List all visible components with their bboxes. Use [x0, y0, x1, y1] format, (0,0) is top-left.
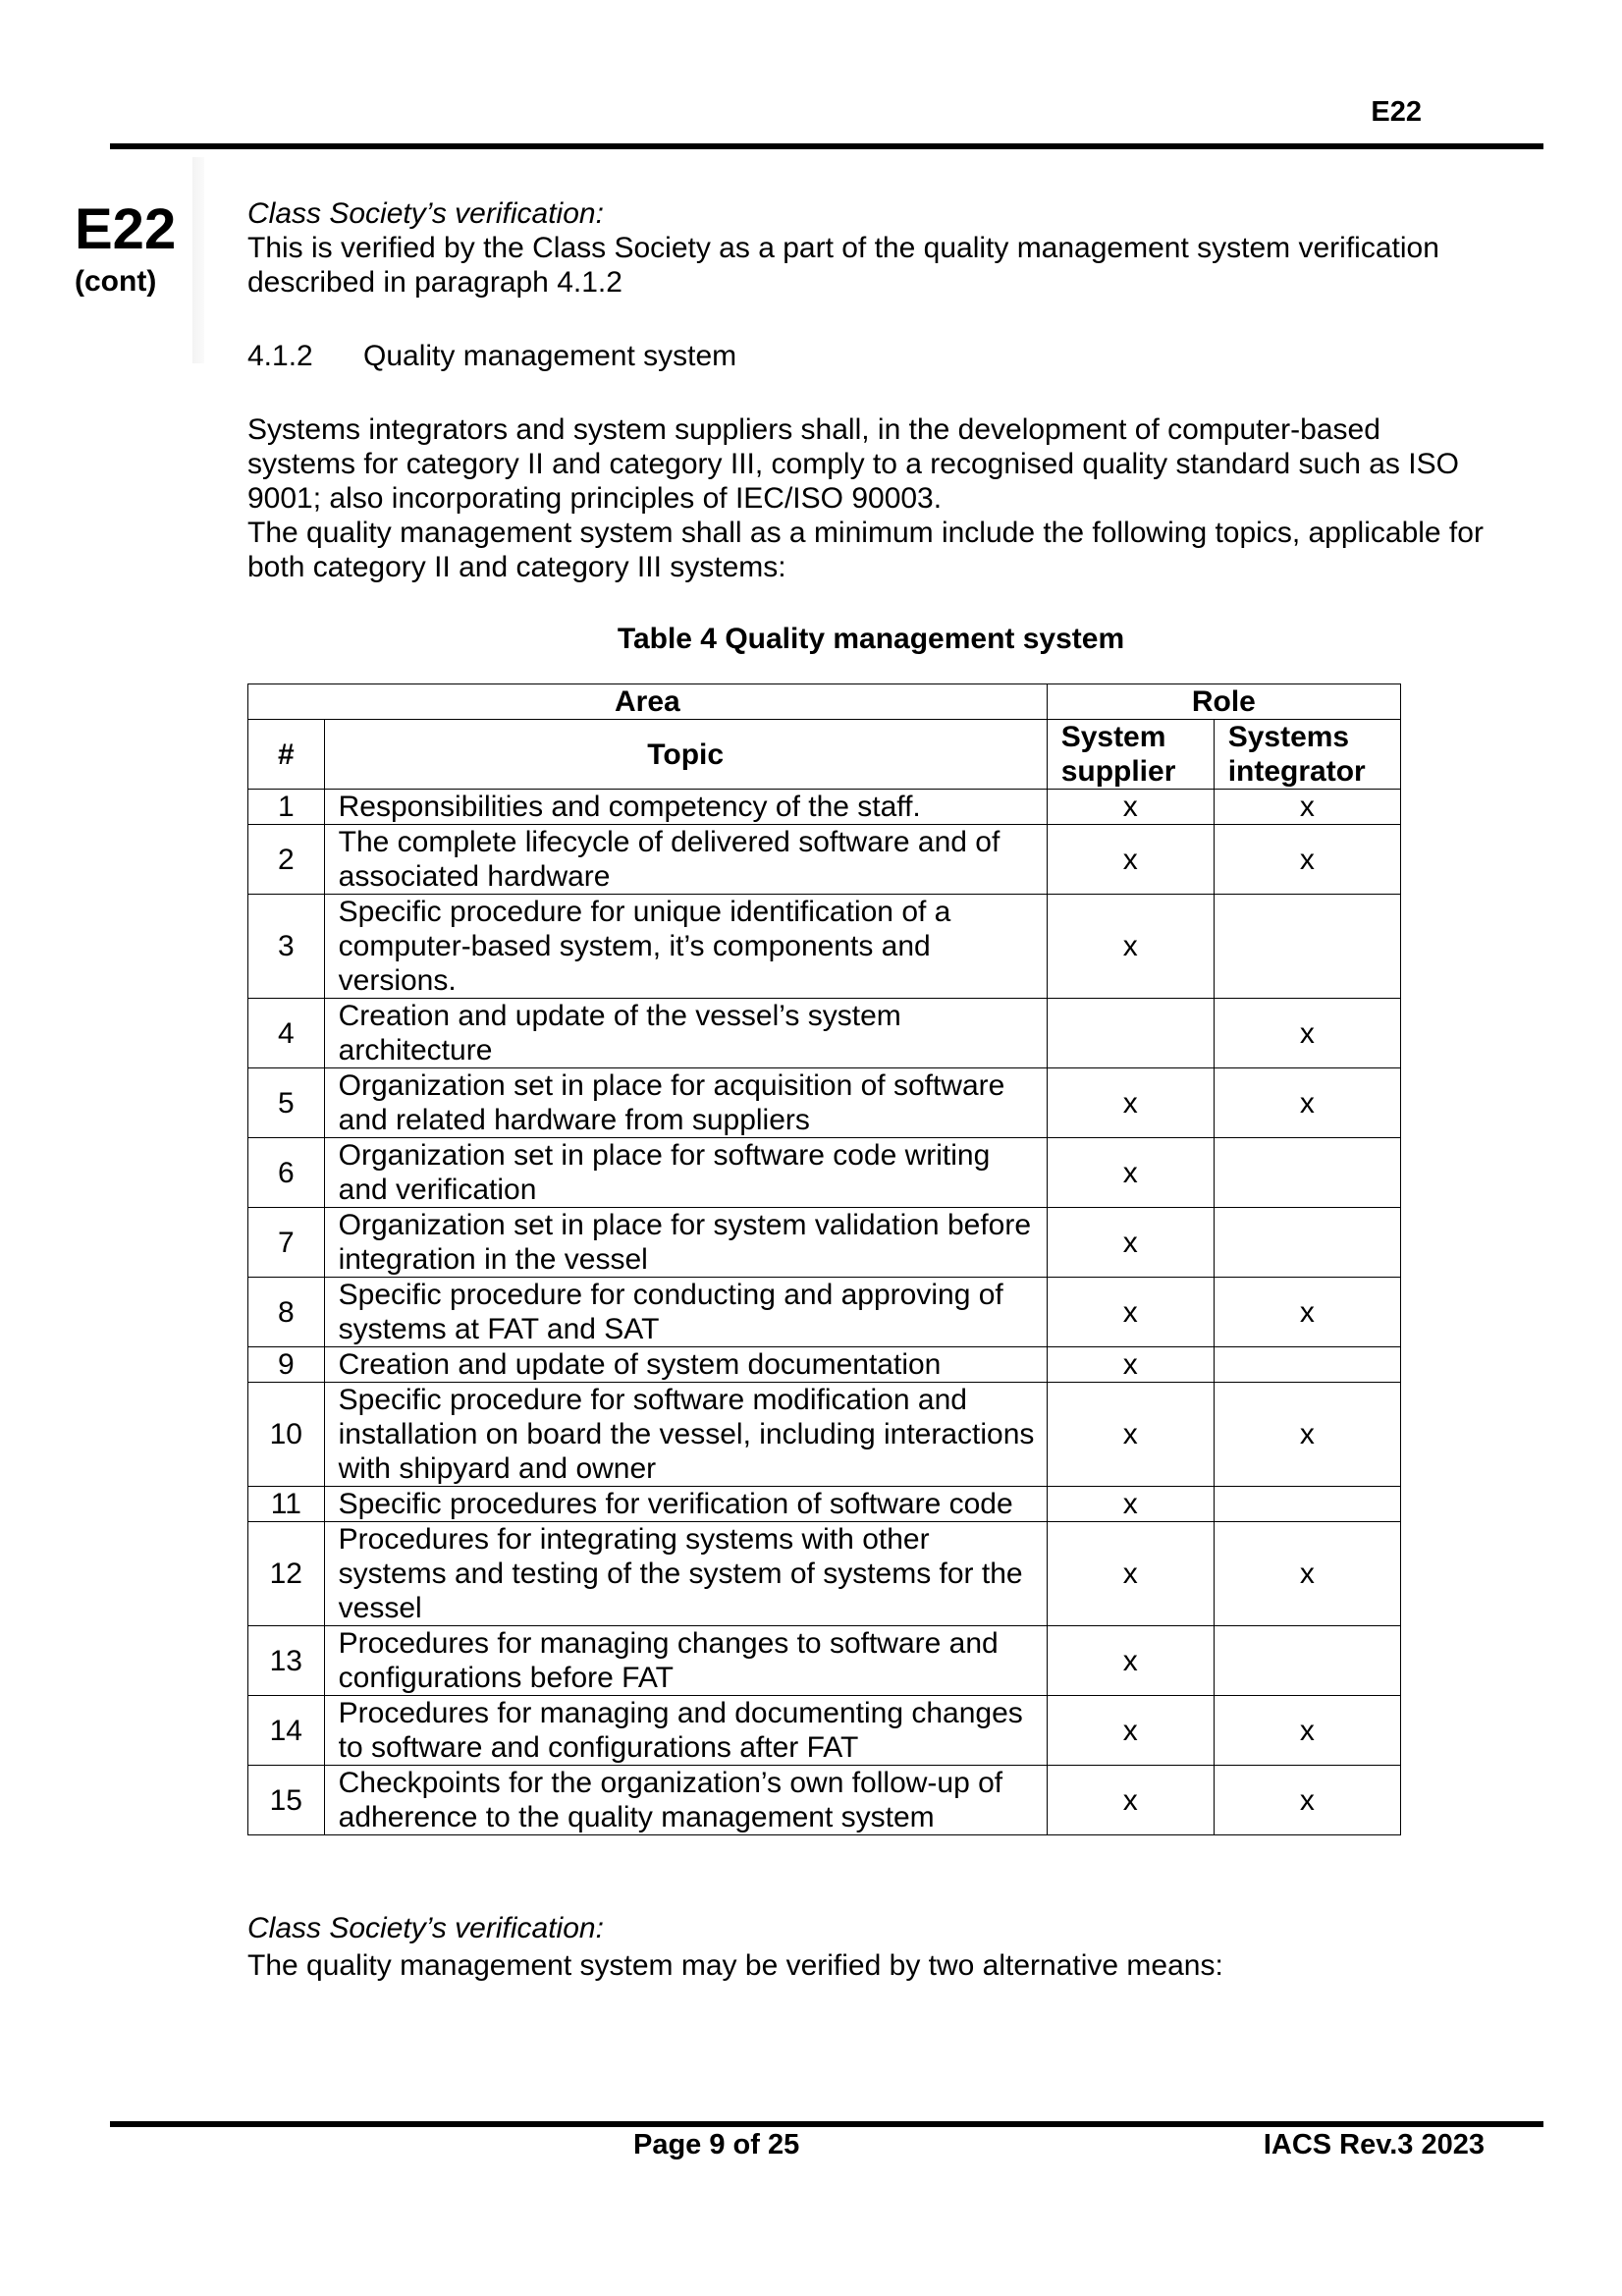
row-topic: Specific procedures for verification of software code: [324, 1487, 1047, 1522]
row-topic: Procedures for integrating systems with other systems and testing of the system of systems for the vessel: [324, 1522, 1047, 1626]
revision-label: IACS Rev.3 2023: [1263, 2129, 1485, 2160]
intro-section: [247, 196, 1494, 584]
header-topic: Topic: [324, 720, 1047, 790]
margin-shade: [192, 157, 204, 363]
header-system-supplier: System supplier: [1047, 720, 1214, 790]
row-systems-integrator: [1214, 895, 1400, 999]
row-number: 2: [248, 825, 325, 895]
row-system-supplier: x: [1047, 1138, 1214, 1208]
row-system-supplier: x: [1047, 1068, 1214, 1138]
section-number: 4.1.2: [247, 340, 313, 372]
row-number: 10: [248, 1383, 325, 1487]
table-row: [248, 1347, 1401, 1383]
verification-section: [247, 1910, 1494, 1985]
row-topic: Specific procedure for software modification and installation on board the vessel, including interactions with shipyard and owner: [324, 1383, 1047, 1487]
row-number: 9: [248, 1347, 325, 1383]
footer-rule: [110, 2121, 1543, 2127]
verification-text: This is verified by the Class Society as a part of the quality management system verification described in paragraph 4.1.2: [247, 232, 1439, 299]
row-system-supplier: x: [1047, 1696, 1214, 1766]
row-topic: The complete lifecycle of delivered software and of associated hardware: [324, 825, 1047, 895]
row-system-supplier: x: [1047, 1278, 1214, 1347]
table-row: [248, 1626, 1401, 1696]
row-topic: Specific procedure for unique identification of a computer-based system, it’s components and versions.: [324, 895, 1047, 999]
side-document-code: E22: [75, 197, 177, 261]
row-system-supplier: x: [1047, 1208, 1214, 1278]
row-system-supplier: x: [1047, 1626, 1214, 1696]
table-header-row-sub: [248, 720, 1401, 790]
table-row: [248, 790, 1401, 825]
row-topic: Procedures for managing changes to software and configurations before FAT: [324, 1626, 1047, 1696]
section-heading: [247, 339, 1494, 373]
row-systems-integrator: x: [1214, 1522, 1400, 1626]
row-system-supplier: x: [1047, 895, 1214, 999]
header-number: #: [248, 720, 325, 790]
row-system-supplier: x: [1047, 1522, 1214, 1626]
row-system-supplier: x: [1047, 1383, 1214, 1487]
row-number: 14: [248, 1696, 325, 1766]
paragraph-standard: Systems integrators and system suppliers shall, in the development of computer-based systems for category II and category III, comply to a recognised quality standard such as ISO 9001; also incorporating principles of IEC/ISO 90003.: [247, 413, 1459, 515]
table-header-row-top: [248, 684, 1401, 720]
table-row: [248, 1278, 1401, 1347]
table-row: [248, 1522, 1401, 1626]
row-topic: Organization set in place for acquisition of software and related hardware from suppliers: [324, 1068, 1047, 1138]
row-systems-integrator: [1214, 1138, 1400, 1208]
table-row: [248, 1696, 1401, 1766]
row-system-supplier: [1047, 999, 1214, 1068]
row-system-supplier: x: [1047, 790, 1214, 825]
header-area: Area: [248, 684, 1048, 720]
table-row: [248, 1766, 1401, 1835]
row-topic: Responsibilities and competency of the staff.: [324, 790, 1047, 825]
table-row: [248, 1383, 1401, 1487]
row-number: 4: [248, 999, 325, 1068]
verification2-text: The quality management system may be verified by two alternative means:: [247, 1949, 1223, 1982]
row-system-supplier: x: [1047, 1487, 1214, 1522]
row-topic: Organization set in place for system validation before integration in the vessel: [324, 1208, 1047, 1278]
row-topic: Procedures for managing and documenting changes to software and configurations after FAT: [324, 1696, 1047, 1766]
table-row: [248, 1208, 1401, 1278]
table-row: [248, 1138, 1401, 1208]
row-topic: Creation and update of the vessel’s system architecture: [324, 999, 1047, 1068]
row-systems-integrator: x: [1214, 1278, 1400, 1347]
row-systems-integrator: [1214, 1626, 1400, 1696]
row-systems-integrator: [1214, 1487, 1400, 1522]
table-row: [248, 825, 1401, 895]
row-number: 5: [248, 1068, 325, 1138]
header-rule: [110, 143, 1543, 149]
row-topic: Specific procedure for conducting and approving of systems at FAT and SAT: [324, 1278, 1047, 1347]
header-systems-integrator: Systems integrator: [1214, 720, 1400, 790]
row-number: 12: [248, 1522, 325, 1626]
row-number: 3: [248, 895, 325, 999]
section-title: Quality management system: [363, 340, 737, 372]
verification-label: Class Society’s verification:: [247, 197, 604, 230]
row-number: 11: [248, 1487, 325, 1522]
table-body: [248, 790, 1401, 1835]
row-systems-integrator: x: [1214, 790, 1400, 825]
row-number: 6: [248, 1138, 325, 1208]
row-systems-integrator: x: [1214, 1068, 1400, 1138]
header-role: Role: [1047, 684, 1400, 720]
verification2-label: Class Society’s verification:: [247, 1912, 604, 1944]
row-systems-integrator: x: [1214, 1766, 1400, 1835]
row-number: 13: [248, 1626, 325, 1696]
page-number: Page 9 of 25: [633, 2129, 800, 2160]
row-topic: Organization set in place for software code writing and verification: [324, 1138, 1047, 1208]
row-system-supplier: x: [1047, 1766, 1214, 1835]
table-row: [248, 895, 1401, 999]
header-document-code: E22: [1371, 96, 1422, 128]
quality-management-table: [247, 683, 1401, 1835]
table-row: [248, 999, 1401, 1068]
row-system-supplier: x: [1047, 1347, 1214, 1383]
row-systems-integrator: x: [1214, 825, 1400, 895]
row-number: 7: [248, 1208, 325, 1278]
row-systems-integrator: [1214, 1208, 1400, 1278]
row-number: 8: [248, 1278, 325, 1347]
paragraph-topics: The quality management system shall as a minimum include the following topics, applicable for both category II and category III systems:: [247, 517, 1484, 583]
row-systems-integrator: x: [1214, 1383, 1400, 1487]
table-title: Table 4 Quality management system: [617, 623, 1125, 655]
row-systems-integrator: [1214, 1347, 1400, 1383]
row-topic: Creation and update of system documentation: [324, 1347, 1047, 1383]
table-row: [248, 1487, 1401, 1522]
row-systems-integrator: x: [1214, 1696, 1400, 1766]
side-continued-label: (cont): [75, 265, 157, 298]
row-number: 15: [248, 1766, 325, 1835]
table-row: [248, 1068, 1401, 1138]
row-number: 1: [248, 790, 325, 825]
row-systems-integrator: x: [1214, 999, 1400, 1068]
row-topic: Checkpoints for the organization’s own follow-up of adherence to the quality management system: [324, 1766, 1047, 1835]
row-system-supplier: x: [1047, 825, 1214, 895]
